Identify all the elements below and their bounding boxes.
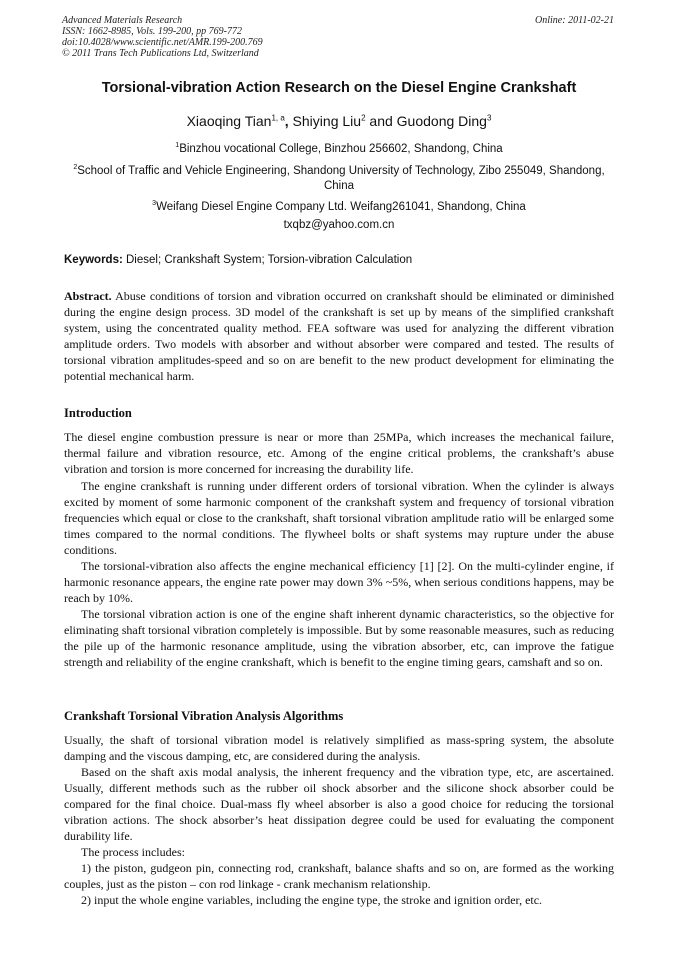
affiliation-marker: 1: [175, 142, 180, 149]
affiliation-1: [70, 138, 608, 157]
body-paragraph: The torsional-vibration also affects the engine mechanical efficiency [1] [2]. On the multi-cylinder engine, if harmonic resonance appears, the engine rate power may down 3% ~5%, when serious conditions happens, may be reach by 10%.: [64, 559, 614, 606]
author-name: Guodong Ding: [396, 113, 487, 129]
body-paragraph: 2) input the whole engine variables, including the engine type, the stroke and ignition order, etc.: [81, 893, 543, 907]
journal-doi: doi:10.4028/www.scientific.net/AMR.199-200.769: [62, 37, 263, 48]
keywords-text: Diesel; Crankshaft System; Torsion-vibration Calculation: [122, 254, 413, 266]
body-paragraph: The process includes:: [81, 845, 185, 859]
affiliation-marker: 2: [73, 164, 78, 171]
author-superscript: 2: [361, 113, 366, 123]
online-date: Online: 2011-02-21: [535, 15, 614, 26]
affiliation-text: School of Traffic and Vehicle Engineering, Shandong University of Technology, Zibo 255049, Shandong, China: [77, 164, 605, 192]
affiliation-text: Weifang Diesel Engine Company Ltd. Weifang261041, Shandong, China: [156, 200, 526, 213]
body-paragraph: The torsional vibration action is one of the engine shaft inherent dynamic characteristics, so the objective for eliminating shaft torsional vibration completely is impossible. But by some reasonable measures, such as reducing the pile up of the harmonic resonance amplitude, using the vibration absorber, etc, can improve the fatigue strength and reliability of the engine crankshaft, which is benefit to the engine timing gears, camshaft and so on.: [64, 607, 614, 670]
journal-issn: ISSN: 1662-8985, Vols. 199-200, pp 769-772: [62, 26, 242, 37]
section-heading-algorithms: Crankshaft Torsional Vibration Analysis Algorithms: [64, 709, 344, 723]
affiliation-text: Binzhou vocational College, Binzhou 256602, Shandong, China: [179, 142, 503, 155]
affiliation-marker: 3: [152, 200, 157, 207]
keywords-label: Keywords:: [64, 254, 123, 266]
author-superscript: 1, a: [271, 113, 285, 123]
author-name: Xiaoqing Tian: [186, 113, 272, 129]
body-paragraph: Usually, the shaft of torsional vibration model is relatively simplified as mass-spring system, the absolute damping and the viscous damping, etc, are considered during the analysis.: [64, 733, 614, 764]
body-paragraph: The diesel engine combustion pressure is near or more than 25MPa, which increases the mechanical failure, thermal failure and vibration resource, etc. Among of the engine critical problems, the crankshaft’s abuse vibration and torsion is more concerned for increasing the durability life.: [64, 430, 614, 477]
author-separator: ,: [284, 113, 289, 129]
author-name: Shiying Liu: [288, 113, 362, 129]
keywords-line: [64, 254, 616, 266]
author-superscript: 3: [486, 113, 492, 123]
author-separator: and: [365, 113, 397, 129]
abstract-label: Abstract.: [64, 289, 112, 303]
abstract-text: Abuse conditions of torsion and vibration occurred on crankshaft should be eliminated or diminished during the engine design process. 3D model of the crankshaft is set up by means of the simplified crankshaft system, using the concentrated quality method. FEA software was used for analyzing the different vibration amplitude orders. Two models with absorber and without absorber were compared and tested. The results of torsional vibration amplitudes-speed and so on are benefit to the new product development for eliminating the potential mechanical harm.: [64, 289, 614, 384]
paper-title: Torsional-vibration Action Research on the Diesel Engine Crankshaft: [101, 80, 577, 96]
body-paragraph: 1) the piston, gudgeon pin, connecting rod, crankshaft, balance shafts and so on, are formed as the working couples, just as the piston – con rod linkage - crank mechanism relationship.: [64, 861, 614, 892]
author-list: [40, 113, 638, 129]
journal-copyright: © 2011 Trans Tech Publications Ltd, Switzerland: [62, 48, 259, 59]
section-heading-introduction: Introduction: [64, 406, 132, 420]
body-paragraph: Based on the shaft axis modal analysis, the inherent frequency and the vibration type, etc, are ascertained. Usually, different methods such as the rubber oil shock absorber and the silicone shock absorber could be compared for the final choice. Dual-mass fly wheel absorber is also a good choice for reducing the torsional vibration actions. The shock absorber’s heat dissipation degree could be used for evaluating the component durability life.: [64, 765, 614, 844]
body-paragraph: The engine crankshaft is running under different orders of torsional vibration. When the cylinder is always excited by moment of some harmonic component of the crankshaft system and frequency of torsional vibration frequencies which equal or close to the crankshaft, shaft torsional vibration amplitude ratio will be enlarged some times compared to the normal conditions. The flywheel bolts or shaft systems may rupture under the abuse conditions.: [64, 479, 614, 558]
affiliation-3: [70, 196, 608, 215]
contact-email[interactable]: txqbz@yahoo.com.cn: [283, 219, 395, 231]
journal-name: Advanced Materials Research: [62, 15, 183, 26]
affiliation-2: [62, 160, 616, 194]
abstract-paragraph: [64, 288, 614, 385]
journal-header: [62, 15, 614, 59]
